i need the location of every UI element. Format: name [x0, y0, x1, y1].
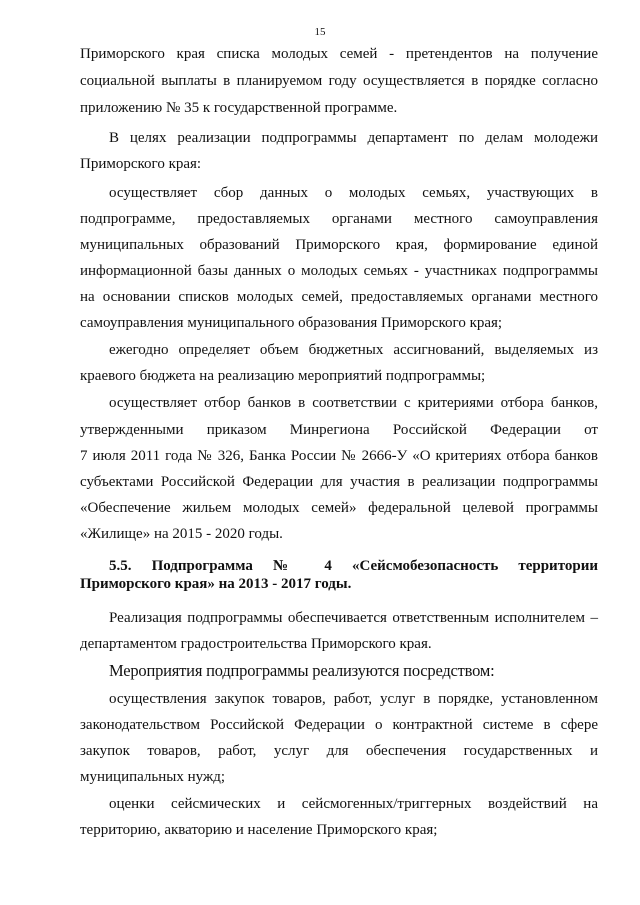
text-line: самоуправления муниципального образования Приморского края;: [80, 315, 503, 331]
section-heading-line: 5.5. Подпрограмма № 4 «Сейсмобезопасность территории: [109, 558, 598, 574]
text-line: оценки сейсмических и сейсмогенных/триггерных воздействий на: [109, 796, 598, 812]
text-line: муниципальных нужд;: [80, 769, 226, 785]
text-line: «Жилище» на 2015 - 2020 годы.: [80, 526, 283, 542]
text-line: на основании списков молодых семей, предоставляемых органами местного: [80, 289, 598, 305]
text-line: краевого бюджета на реализацию мероприятий подпрограммы;: [80, 368, 486, 384]
text-line: Приморского края списка молодых семей - претендентов на получение: [80, 46, 598, 62]
page-number: 15: [314, 26, 326, 38]
text-line: социальной выплаты в планируемом году осуществляется в порядке согласно: [80, 73, 598, 89]
text-line: департаментом градостроительства Приморского края.: [80, 636, 432, 652]
text-line: 7 июля 2011 года № 326, Банка России № 2666-У «О критериях отбора банков: [80, 448, 598, 464]
text-line: субъектами Российской Федерации для участия в реализации подпрограммы: [80, 474, 598, 490]
text-line: осуществляет сбор данных о молодых семьях, участвующих в: [109, 185, 598, 201]
text-line: приложению № 35 к государственной программе.: [80, 100, 398, 116]
text-line: законодательством Российской Федерации о контрактной системе в сфере: [80, 717, 598, 733]
text-line: муниципальных образований Приморского края, формирование единой: [80, 237, 598, 253]
text-line: закупок товаров, работ, услуг для обеспечения государственных и: [80, 743, 598, 759]
text-line: территорию, акваторию и население Приморского края;: [80, 822, 438, 838]
text-line: ежегодно определяет объем бюджетных ассигнований, выделяемых из: [109, 342, 598, 358]
text-line: Мероприятия подпрограммы реализуются посредством:: [109, 661, 495, 680]
text-line: осуществляет отбор банков в соответствии с критериями отбора банков,: [109, 395, 598, 411]
section-heading-line: Приморского края» на 2013 - 2017 годы.: [80, 576, 352, 592]
text-line: В целях реализации подпрограммы департамент по делам молодежи: [109, 130, 598, 146]
text-line: подпрограмме, предоставляемых органами местного самоуправления: [80, 211, 598, 227]
text-line: утвержденными приказом Минрегиона Российской Федерации от: [80, 422, 598, 438]
text-line: «Обеспечение жильем молодых семей» федеральной целевой программы: [80, 500, 598, 516]
text-line: Приморского края:: [80, 156, 202, 172]
text-line: Реализация подпрограммы обеспечивается ответственным исполнителем –: [109, 610, 598, 626]
text-line: осуществления закупок товаров, работ, услуг в порядке, установленном: [109, 691, 598, 707]
text-line: информационной базы данных о молодых семьях - участниках подпрограммы: [80, 263, 598, 279]
